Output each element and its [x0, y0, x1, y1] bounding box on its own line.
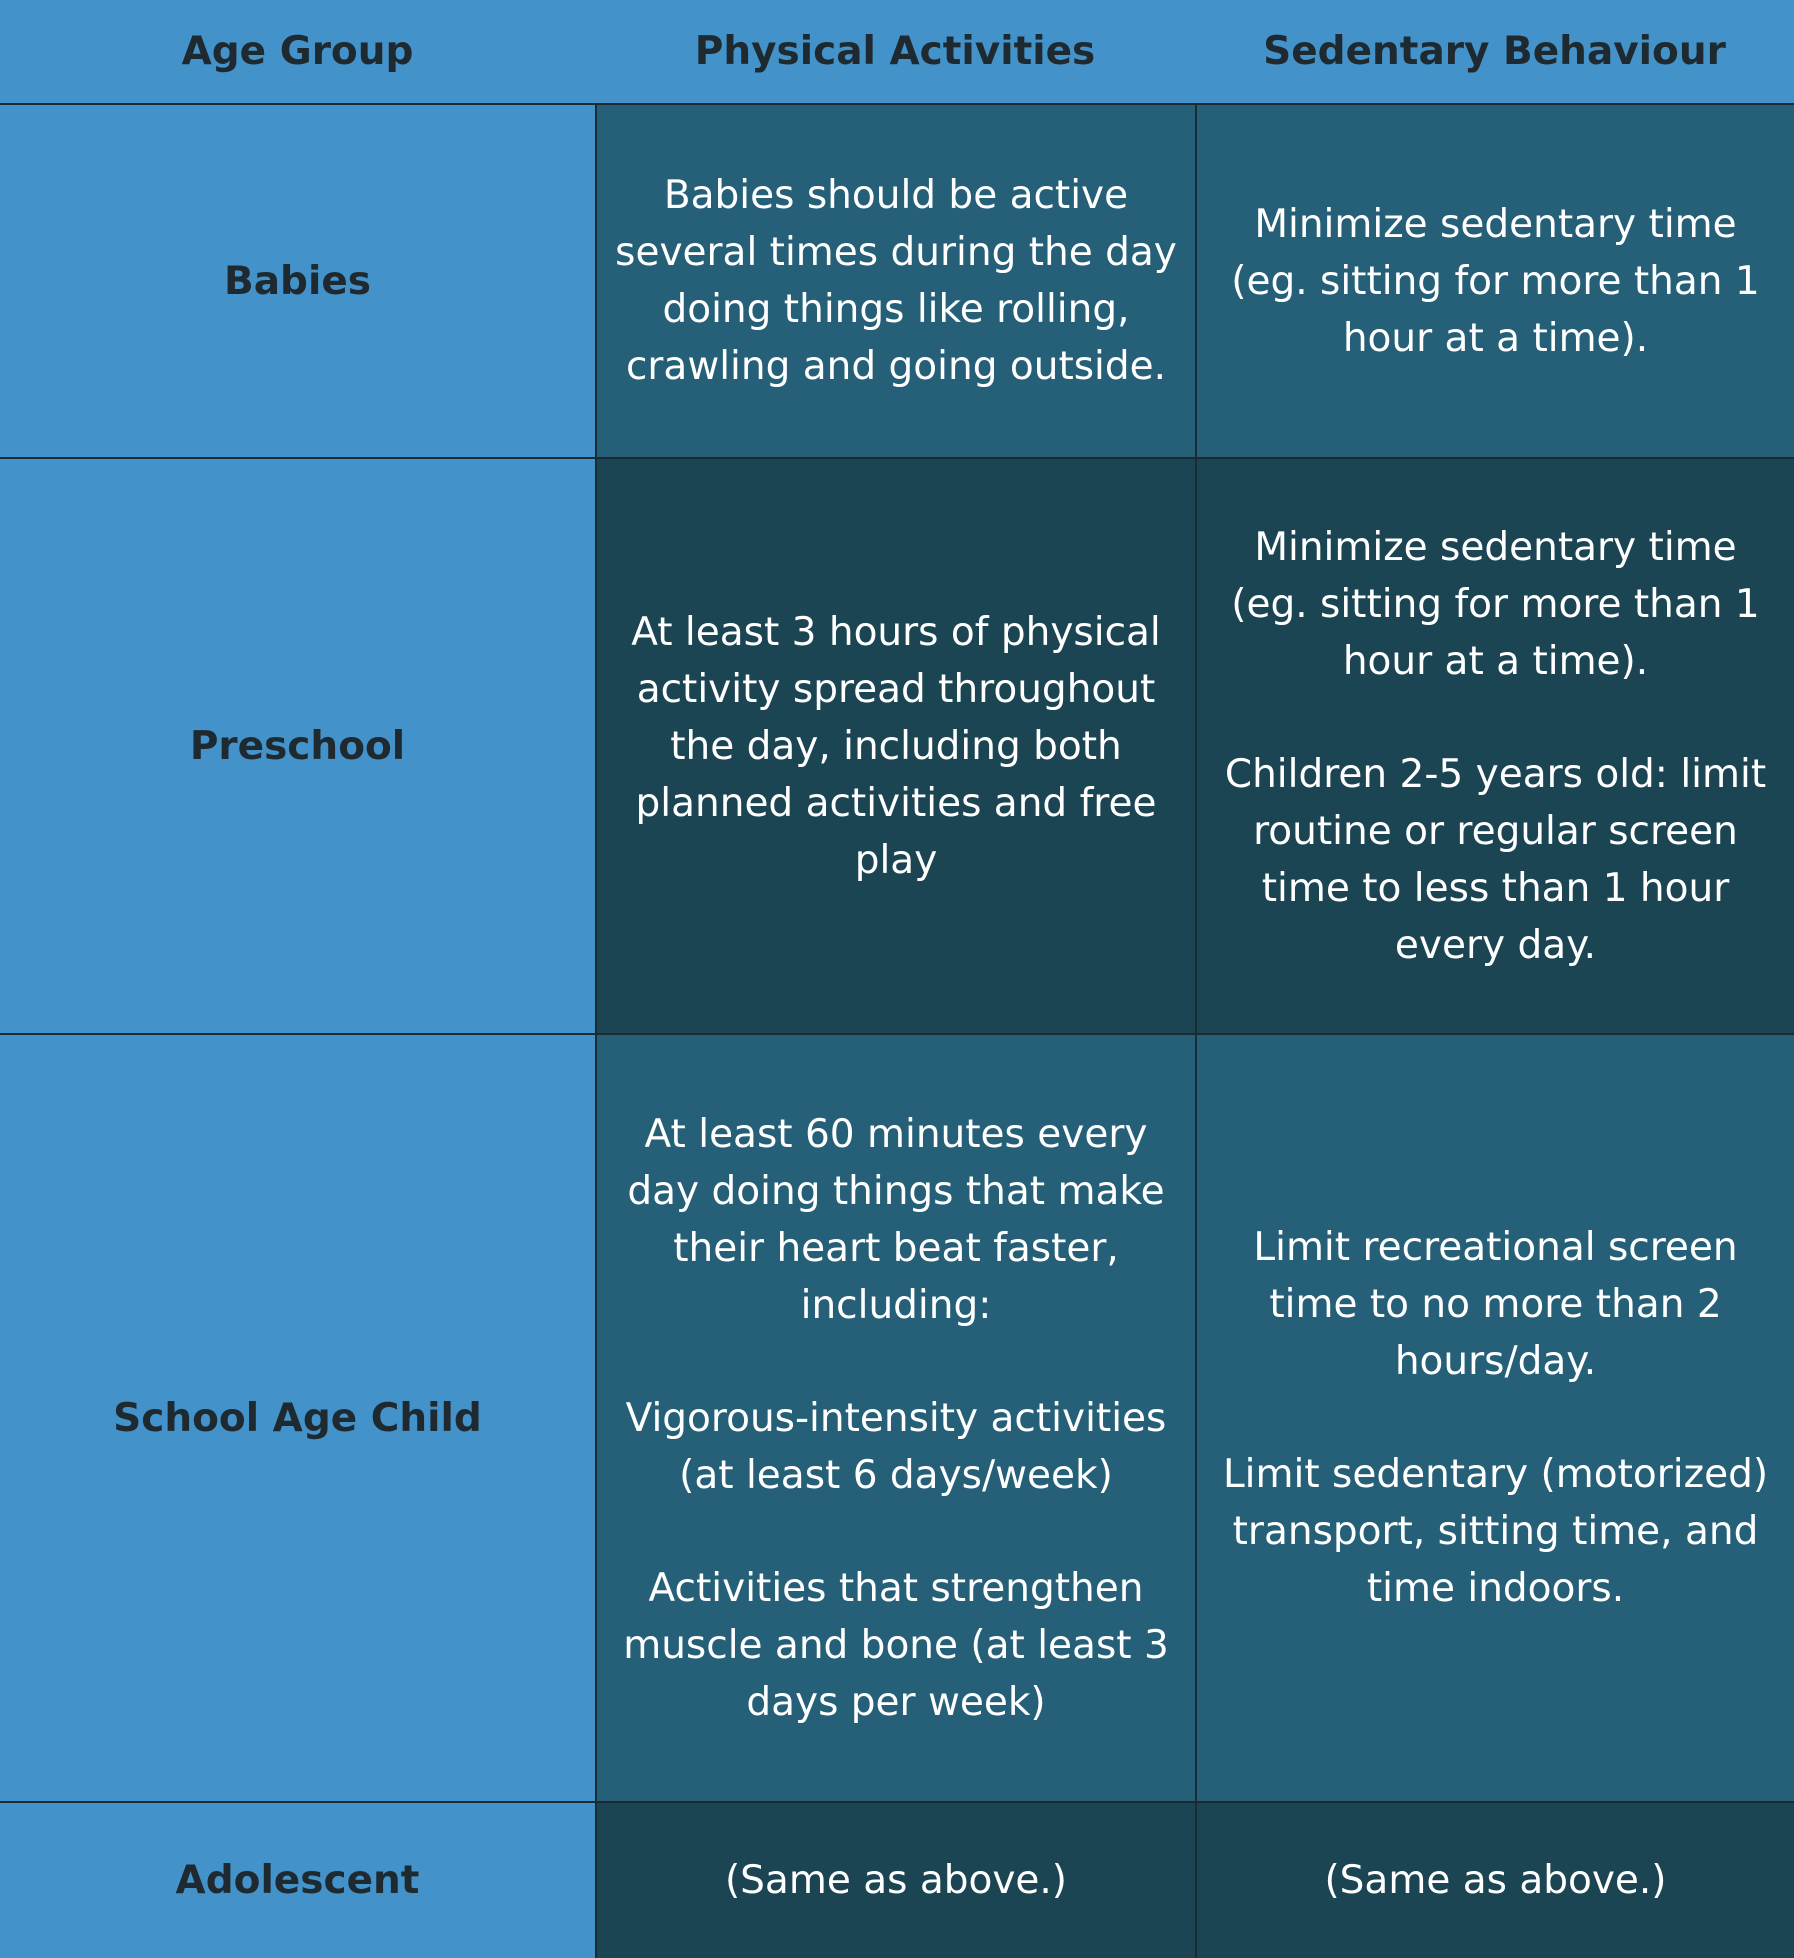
- physical-school-text-1: At least 60 minutes every day doing things that make their heart beat faster, including:: [627, 1111, 1165, 1328]
- physical-adolescent-text: (Same as above.): [724, 1858, 1068, 1903]
- header-physical-activities: Physical Activities: [694, 29, 1096, 74]
- physical-school-text-3: Activities that strengthen muscle and bone (at least 3 days per week): [623, 1565, 1169, 1725]
- table-row-adolescent: [0, 1803, 1794, 1958]
- table-row-school-age-child: [0, 1035, 1794, 1803]
- physical-babies: [595, 105, 1195, 457]
- physical-school-text-2: Vigorous-intensity activities (at least 6 days/week): [625, 1395, 1167, 1498]
- sedentary-school-text-2: Limit sedentary (motorized) transport, sitting time, and time indoors.: [1222, 1452, 1769, 1611]
- age-school-age-child: School Age Child: [0, 1035, 595, 1801]
- sedentary-school-age-child: [1195, 1035, 1794, 1801]
- sedentary-babies: [1195, 105, 1794, 457]
- table-row-preschool: [0, 459, 1794, 1035]
- sedentary-adolescent-text: (Same as above.): [1324, 1858, 1667, 1903]
- physical-school-age-child: [595, 1035, 1195, 1801]
- header-sedentary-behaviour: Sedentary Behaviour: [1263, 29, 1726, 74]
- physical-adolescent: [595, 1803, 1195, 1958]
- sedentary-babies-text: Minimize sedentary time (eg. sitting for more than 1 hour at a time).: [1231, 201, 1760, 361]
- sedentary-preschool-text-1: Minimize sedentary time (eg. sitting for more than 1 hour at a time).: [1231, 524, 1760, 684]
- sedentary-preschool: [1195, 459, 1794, 1033]
- table-row-babies: [0, 105, 1794, 459]
- sedentary-adolescent: [1195, 1803, 1794, 1958]
- sedentary-school-text-1: Limit recreational screen time to no more than 2 hours/day.: [1253, 1225, 1738, 1384]
- sedentary-preschool-text-2: Children 2-5 years old: limit routine or regular screen time to less than 1 hour every day.: [1224, 751, 1767, 968]
- age-adolescent: Adolescent: [0, 1803, 595, 1958]
- age-babies: Babies: [0, 105, 595, 457]
- table-header-row: [0, 0, 1794, 105]
- physical-babies-text: Babies should be active several times during the day doing things like rolling, crawling and going outside.: [615, 173, 1177, 389]
- age-preschool: Preschool: [0, 459, 595, 1033]
- physical-preschool-text: At least 3 hours of physical activity spread throughout the day, including both planned activities and free play: [631, 609, 1161, 883]
- physical-preschool: [595, 459, 1195, 1033]
- header-age-group: Age Group: [181, 29, 414, 74]
